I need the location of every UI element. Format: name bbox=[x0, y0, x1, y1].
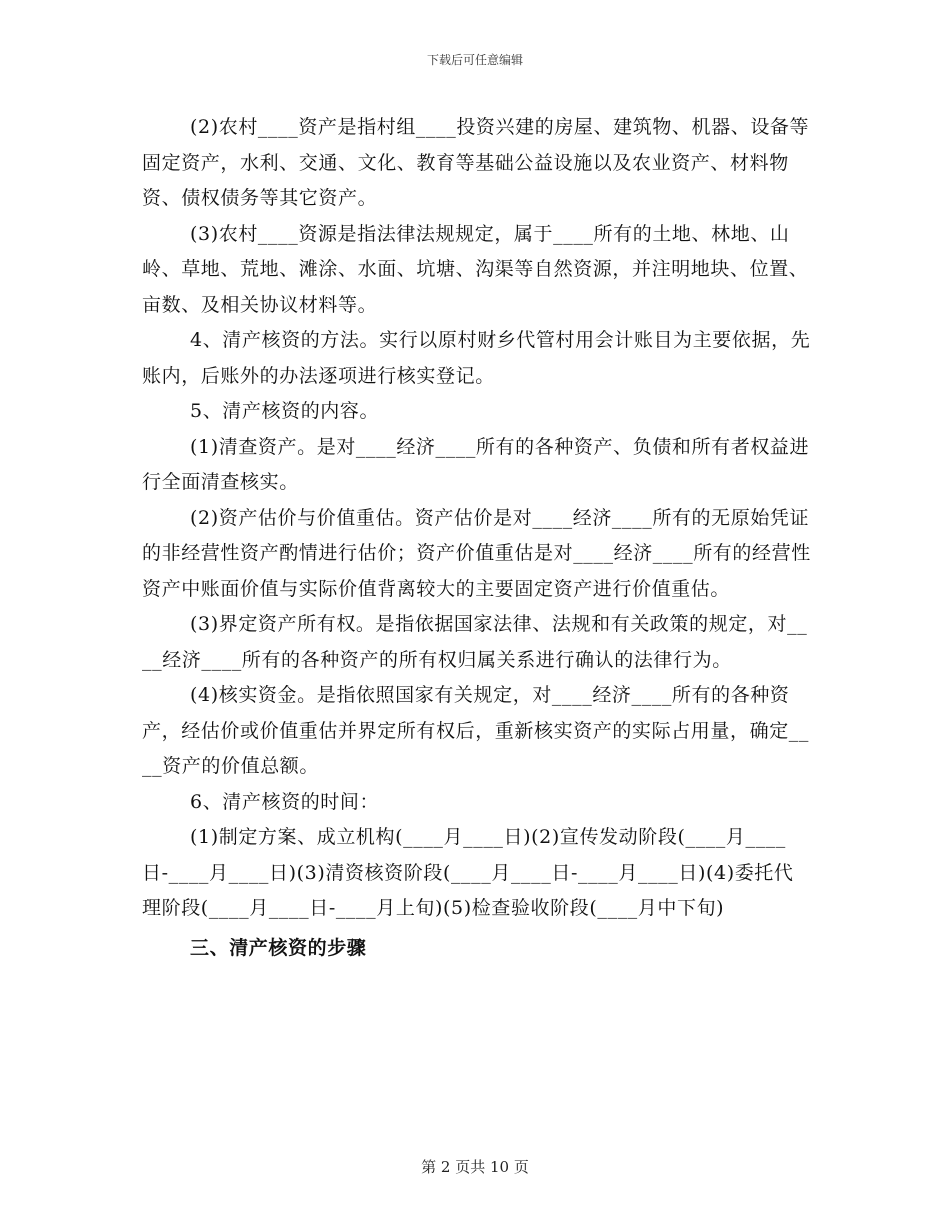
page-footer: 第 2 页共 10 页 bbox=[421, 1158, 529, 1176]
paragraph-verify-funds: (4)核实资金。是指依照国家有关规定，对____经济____所有的各种资产，经估价或价值重估并界定所有权后，重新核实资产的实际占用量，确定____资产的价值总额。 bbox=[142, 684, 810, 777]
paragraph-content-title: 5、清产核资的内容。 bbox=[190, 400, 380, 422]
paragraph-time-title: 6、清产核资的时间： bbox=[190, 790, 380, 813]
paragraph-check-assets: (1)清查资产。是对____经济____所有的各种资产、负债和所有者权益进行全面清查核实。 bbox=[142, 435, 810, 493]
paragraph-rural-resources: (3)农村____资源是指法律法规规定，属于____所有的土地、林地、山岭、草地、荒地、滩涂、水面、坑塘、沟渠等自然资源，并注明地块、位置、亩数、及相关协议材料等。 bbox=[142, 222, 809, 316]
paragraph-valuation: (2)资产估价与价值重估。资产估价是对____经济____所有的无原始凭证的非经营性资产酌情进行估价；资产价值重估是对____经济____所有的经营性资产中账面价值与实际价值背离较大的主要固定资产进行价值重估。 bbox=[142, 506, 811, 600]
paragraph-rural-assets: (2)农村____资产是指村组____投资兴建的房屋、建筑物、机器、设备等固定资产，水利、交通、文化、教育等基础公益设施以及农业资产、材料物资、债权债务等其它资产。 bbox=[142, 116, 810, 209]
paragraph-schedule: (1)制定方案、成立机构(____月____日)(2)宣传发动阶段(____月____日-____月____日)(3)清资核资阶段(____月____日-____月____日)(4)委托代理阶段(____月____日-____月上旬)(5)检查验收阶段(____月中下旬) bbox=[142, 826, 794, 919]
document-body bbox=[142, 110, 812, 966]
paragraph-method: 4、清产核资的方法。实行以原村财乡代管村用会计账目为主要依据，先账内，后账外的办法逐项进行核实登记。 bbox=[142, 329, 811, 387]
section-heading: 三、清产核资的步骤 bbox=[190, 936, 367, 959]
page-header: 下载后可任意编辑 bbox=[426, 53, 523, 67]
paragraph-ownership: (3)界定资产所有权。是指依据国家法律、法规和有关政策的规定，对____经济____所有的各种资产的所有权归属关系进行确认的法律行为。 bbox=[142, 613, 808, 671]
